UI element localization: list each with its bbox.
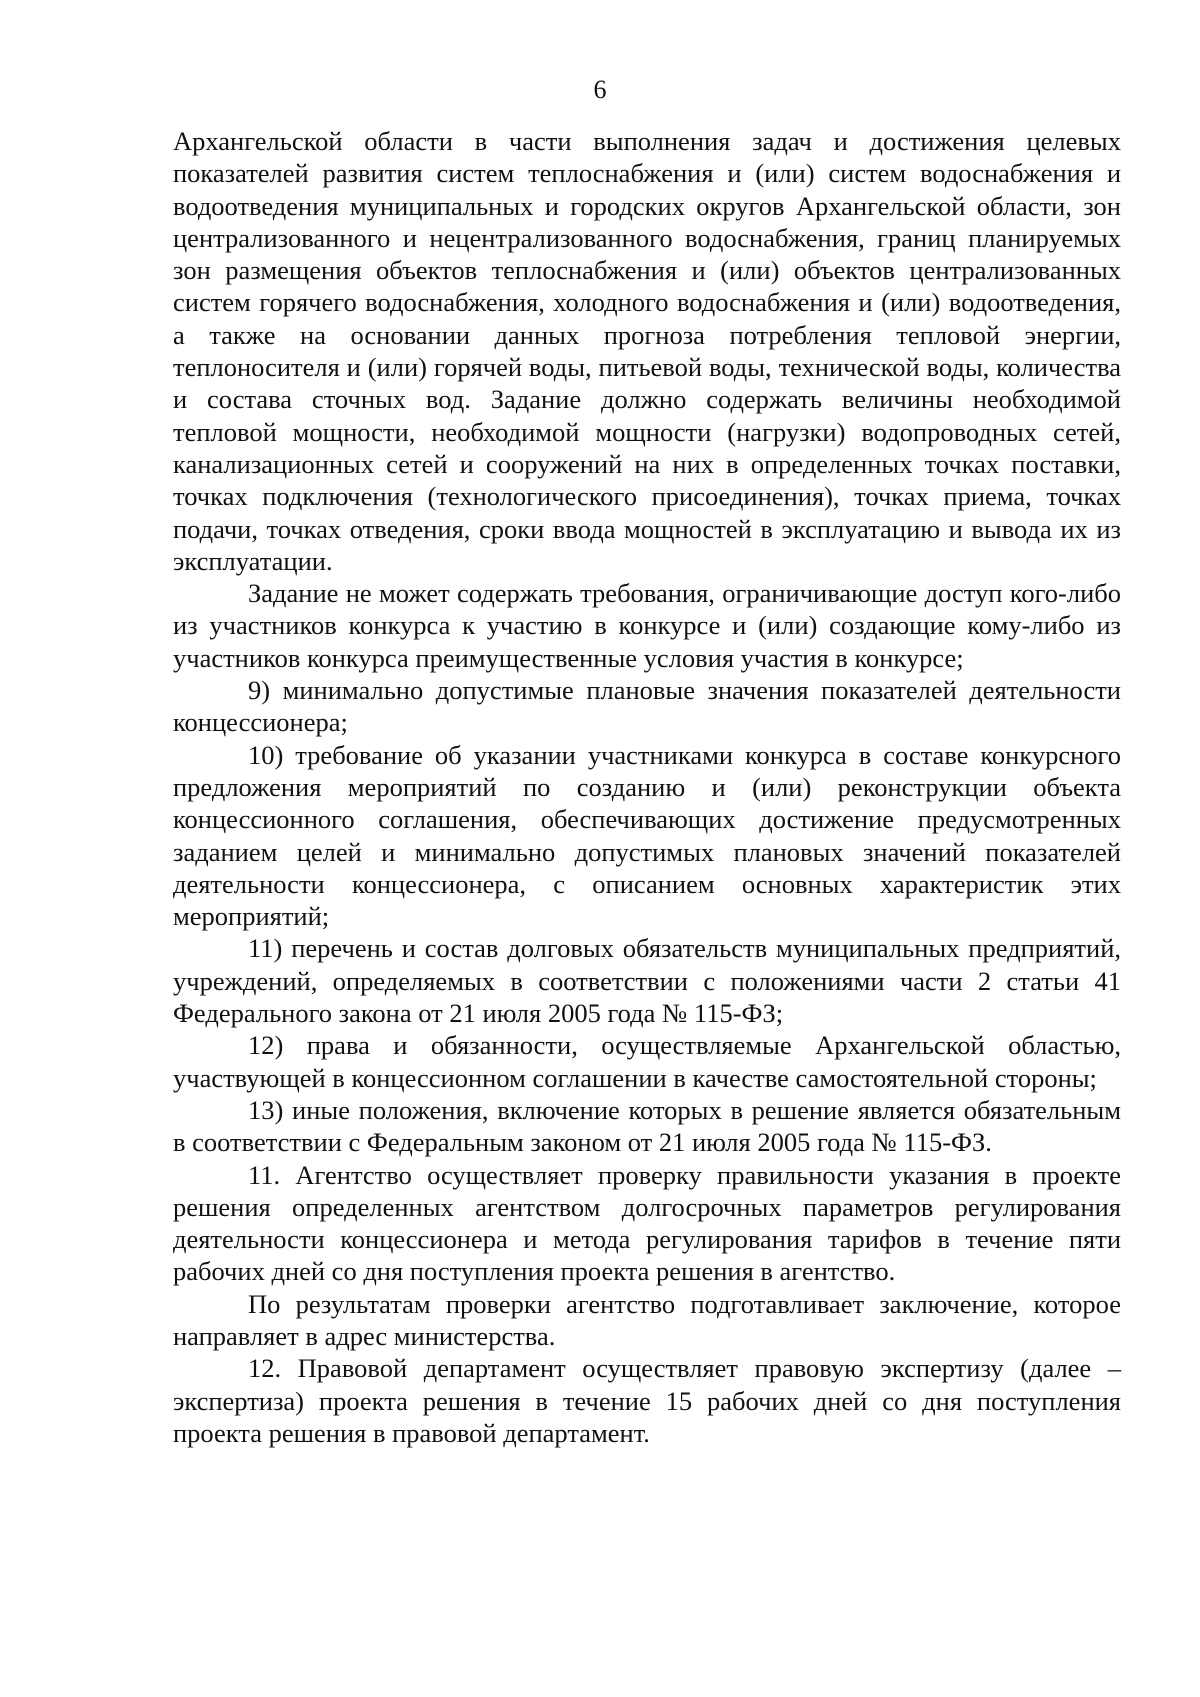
- paragraph-conclusion: По результатам проверки агентство подготавливает заключение, которое направляет в адрес министерства.: [173, 1288, 1121, 1351]
- clause-11: 11. Агентство осуществляет проверку правильности указания в проекте решения определенных агентством долгосрочных параметров регулирования деятельности концессионера и метода регулирования тарифов в течение пяти рабочих дней со дня поступления проекта решения в агентство.: [173, 1159, 1121, 1287]
- page-number: 6: [593, 75, 607, 104]
- list-item-13: 13) иные положения, включение которых в решение является обязательным в соответствии с Федеральным законом от 21 июля 2005 года № 115-ФЗ.: [173, 1094, 1121, 1158]
- list-item-10: 10) требование об указании участниками конкурса в составе конкурсного предложения мероприятий по созданию и (или) реконструкции объекта концессионного соглашения, обеспечивающих достижение предусмотренных заданием целей и минимально допустимых плановых значений показателей деятельности концессионера, с описанием основных характеристик этих мероприятий;: [173, 739, 1121, 932]
- paragraph-task-restrictions: Задание не может содержать требования, ограничивающие доступ кого-либо из участников конкурса к участию в конкурсе и (или) создающие кому-либо из участников конкурса преимущественные условия участия в конкурсе;: [173, 578, 1121, 673]
- list-item-12: 12) права и обязанности, осуществляемые Архангельской областью, участвующей в концессионном соглашении в качестве самостоятельной стороны;: [173, 1030, 1121, 1093]
- list-item-9: 9) минимально допустимые плановые значения показателей деятельности концессионера;: [173, 675, 1121, 738]
- list-item-11: 11) перечень и состав долговых обязательств муниципальных предприятий, учреждений, определяемых в соответствии с положениями части 2 статьи 41 Федерального закона от 21 июля 2005 года № 115-ФЗ;: [173, 933, 1121, 1029]
- clause-12: 12. Правовой департамент осуществляет правовую экспертизу (далее – экспертиза) проекта решения в течение 15 рабочих дней со дня поступления проекта решения в правовой департамент.: [173, 1353, 1121, 1448]
- paragraph-continuation: Архангельской области в части выполнения задач и достижения целевых показателей развития систем теплоснабжения и (или) систем водоснабжения и водоотведения муниципальных и городских округов Архангельской области, зон централизованного и нецентрализованного водоснабжения, границ планируемых зон размещения объектов теплоснабжения и (или) объектов централизованных систем горячего водоснабжения, холодного водоснабжения и (или) водоотведения, а также на основании данных прогноза потребления тепловой энергии, теплоносителя и (или) горячей воды, питьевой воды, технической воды, количества и состава сточных вод. Задание должно содержать величины необходимой тепловой мощности, необходимой мощности (нагрузки) водопроводных сетей, канализационных сетей и сооружений на них в определенных точках поставки, точках подключения (технологического присоединения), точках приема, точках подачи, точках отведения, сроки ввода мощностей в эксплуатацию и вывода их из эксплуатации.: [173, 126, 1121, 576]
- document-body: [173, 125, 1121, 1449]
